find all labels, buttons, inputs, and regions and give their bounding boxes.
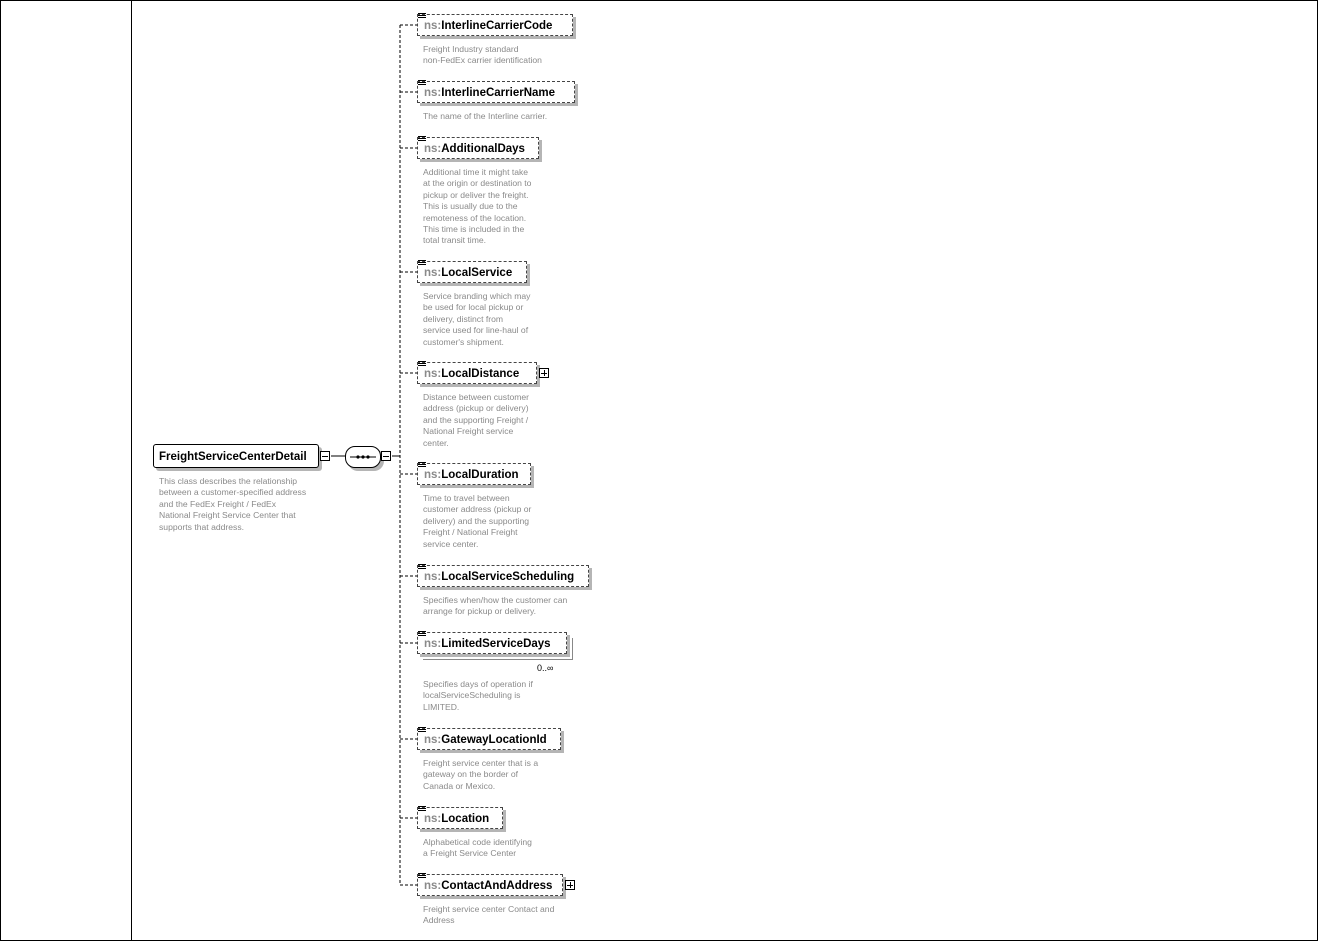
text-content-icon — [418, 564, 426, 570]
element-name: GatewayLocationId — [441, 734, 547, 746]
element-name: ContactAndAddress — [441, 880, 553, 892]
text-content-icon — [418, 260, 426, 266]
text-content-icon — [418, 806, 426, 812]
namespace-prefix: ns: — [424, 368, 442, 380]
element-box[interactable] — [417, 565, 589, 587]
element-name: InterlineCarrierCode — [441, 20, 553, 32]
element-name: LocalServiceScheduling — [441, 571, 575, 583]
namespace-prefix: ns: — [424, 571, 442, 583]
text-content-icon — [418, 631, 426, 637]
text-content-icon — [418, 80, 426, 86]
element-box[interactable] — [417, 463, 531, 485]
element-box[interactable] — [417, 137, 539, 159]
element-box[interactable] — [417, 261, 527, 283]
sequence-icon — [346, 447, 380, 467]
expand-icon[interactable] — [565, 880, 575, 890]
element-name: LocalDistance — [441, 368, 520, 380]
text-content-icon — [418, 462, 426, 468]
element-name: InterlineCarrierName — [441, 87, 556, 99]
element-documentation: The name of the Interline carrier. — [423, 111, 548, 121]
element-documentation: Specifies days of operation if localServiceScheduling is LIMITED. — [423, 679, 533, 712]
sequence-compositor[interactable] — [345, 446, 381, 468]
element-box[interactable] — [417, 807, 503, 829]
element-box[interactable] — [417, 874, 563, 896]
element-documentation: Freight Industry standard non-FedEx carrier identification — [423, 44, 542, 66]
text-content-icon — [418, 361, 426, 367]
expand-icon[interactable] — [539, 368, 549, 378]
element-name: Location — [441, 813, 490, 825]
element-name: LimitedServiceDays — [441, 638, 551, 650]
namespace-prefix: ns: — [424, 734, 442, 746]
element-documentation: Additional time it might take at the origin or destination to pickup or deliver the freight. This is usually due to the remoteness of the location. This time is included in the total transit time. — [423, 167, 532, 246]
namespace-prefix: ns: — [424, 880, 442, 892]
text-content-icon — [418, 13, 426, 19]
element-documentation: Freight service center that is a gateway on the border of Canada or Mexico. — [423, 758, 539, 791]
cardinality-label: 0..∞ — [537, 663, 554, 673]
root-collapse-icon[interactable] — [320, 451, 330, 461]
element-documentation: Service branding which may be used for local pickup or delivery, distinct from service used for line-haul of customer's shipment. — [423, 291, 531, 347]
namespace-prefix: ns: — [424, 87, 442, 99]
element-name: LocalDuration — [441, 469, 519, 481]
text-content-icon — [418, 873, 426, 879]
namespace-prefix: ns: — [424, 20, 442, 32]
root-description: This class describes the relationship between a customer-specified address and the FedEx Freight / FedEx National Freight Service Center that supports that address. — [159, 476, 307, 532]
element-name: LocalService — [441, 267, 513, 279]
element-name: AdditionalDays — [441, 143, 525, 155]
element-box[interactable] — [417, 14, 573, 36]
element-documentation: Alphabetical code identifying a Freight Service Center — [423, 837, 532, 859]
namespace-prefix: ns: — [424, 638, 442, 650]
element-documentation: Time to travel between customer address (pickup or delivery) and the supporting Freight / National Freight service center. — [423, 493, 532, 549]
element-box[interactable] — [417, 81, 575, 103]
root-element-box[interactable] — [153, 444, 319, 468]
element-box[interactable] — [417, 362, 537, 384]
namespace-prefix: ns: — [424, 813, 442, 825]
namespace-prefix: ns: — [424, 469, 442, 481]
sequence-collapse-icon[interactable] — [381, 451, 391, 461]
namespace-prefix: ns: — [424, 267, 442, 279]
element-documentation: Freight service center Contact and Address — [423, 904, 555, 926]
element-documentation: Distance between customer address (pickup or delivery) and the supporting Freight / National Freight service center. — [423, 392, 530, 448]
element-box[interactable] — [417, 632, 567, 654]
text-content-icon — [418, 727, 426, 733]
root-element-name: FreightServiceCenterDetail — [159, 451, 307, 463]
element-documentation: Specifies when/how the customer can arrange for pickup or delivery. — [423, 595, 568, 617]
namespace-prefix: ns: — [424, 143, 442, 155]
text-content-icon — [418, 136, 426, 142]
element-box[interactable] — [417, 728, 561, 750]
